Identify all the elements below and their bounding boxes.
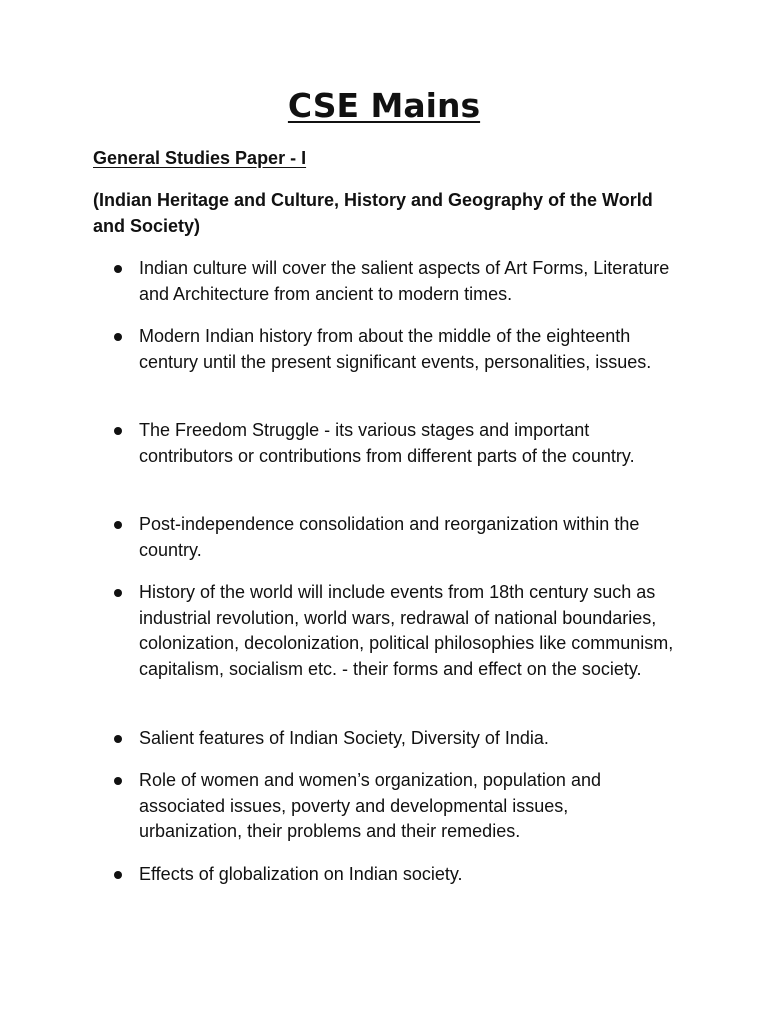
list-item-text: Salient features of Indian Society, Diversity of India. (139, 728, 549, 748)
bullet-icon (114, 871, 122, 879)
list-item (114, 256, 674, 307)
bullet-icon (114, 735, 122, 743)
list-item (114, 768, 674, 845)
bullet-icon (114, 427, 122, 435)
list-item-text: The Freedom Struggle - its various stages and important contributors or contributions from different parts of the country. (139, 420, 635, 466)
paper-subtitle: (Indian Heritage and Culture, History and Geography of the World and Society) (93, 190, 653, 236)
list-item-text: Indian culture will cover the salient aspects of Art Forms, Literature and Architecture from ancient to modern times. (139, 258, 670, 304)
list-item (114, 324, 674, 375)
list-item-text: Effects of globalization on Indian society. (139, 864, 463, 884)
list-item (114, 726, 674, 752)
list-item-text: History of the world will include events from 18th century such as industrial revolution, world wars, redrawal of national boundaries, colonization, decolonization, political philosophies like communism, capitalism, socialism etc. - their forms and effect on the society. (139, 582, 674, 679)
bullet-icon (114, 589, 122, 597)
list-item (114, 580, 674, 682)
list-item-text: Post-independence consolidation and reorganization within the country. (139, 514, 640, 560)
list-item (114, 862, 674, 888)
bullet-icon (114, 521, 122, 529)
list-item-text: Modern Indian history from about the middle of the eighteenth century until the present significant events, personalities, issues. (139, 326, 652, 372)
list-item (114, 512, 674, 563)
paper-heading: General Studies Paper - I (93, 148, 307, 168)
list-item (114, 418, 674, 469)
bullet-icon (114, 265, 122, 273)
list-item-text: Role of women and women’s organization, population and associated issues, poverty and developmental issues, urbanization, their problems and their remedies. (139, 770, 601, 841)
document-title: CSE Mains (287, 86, 481, 125)
bullet-icon (114, 777, 122, 785)
bullet-icon (114, 333, 122, 341)
